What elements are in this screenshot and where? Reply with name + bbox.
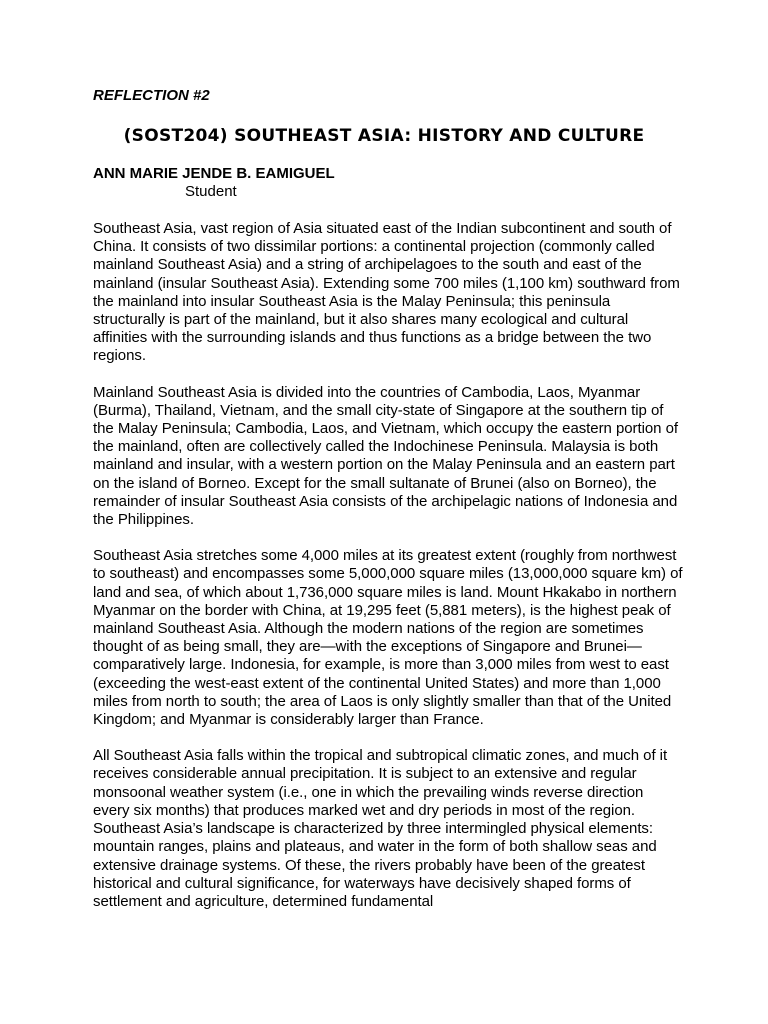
body-paragraph: Southeast Asia stretches some 4,000 miles at its greatest extent (roughly from northwest to southeast) and encompasses some 5,000,000 square miles (13,000,000 square km) of land and sea, of which about 1,736,000 square miles is land. Mount Hkakabo in northern Myanmar on the border with China, at 19,295 feet (5,881 meters), is the highest peak of mainland Southeast Asia. Although the modern nations of the region are sometimes thought of as being small, they are—with the exceptions of Singapore and Brunei—comparatively large. Indonesia, for example, is more than 3,000 miles from west to east (exceeding the west-east extent of the continental United States) and more than 1,000 miles from north to south; the area of Laos is only slightly smaller than that of the United Kingdom; and Myanmar is considerably larger than France. — [93, 547, 683, 729]
author-role: Student — [185, 183, 237, 200]
reflection-label: REFLECTION #2 — [93, 87, 210, 104]
document-title: (SOST204) SOUTHEAST ASIA: HISTORY AND CULTURE — [123, 126, 645, 146]
document-body — [93, 220, 683, 911]
body-paragraph: Mainland Southeast Asia is divided into the countries of Cambodia, Laos, Myanmar (Burma), Thailand, Vietnam, and the small city-state of Singapore at the southern tip of the Malay Peninsula; Cambodia, Laos, and Vietnam, which occupy the eastern portion of the mainland, often are collectively called the Indochinese Peninsula. Malaysia is both mainland and insular, with a western portion on the Malay Peninsula and an eastern part on the island of Borneo. Except for the small sultanate of Brunei (also on Borneo), the remainder of insular Southeast Asia consists of the archipelagic nations of Indonesia and the Philippines. — [93, 383, 678, 529]
body-paragraph: Southeast Asia, vast region of Asia situated east of the Indian subcontinent and south of China. It consists of two dissimilar portions: a continental projection (commonly called mainland Southeast Asia) and a string of archipelagoes to the south and east of the mainland (insular Southeast Asia). Extending some 700 miles (1,100 km) southward from the mainland into insular Southeast Asia is the Malay Peninsula; this peninsula structurally is part of the mainland, but it also shares many ecological and cultural affinities with the surrounding islands and thus functions as a bridge between the two regions. — [93, 220, 680, 365]
document-page — [93, 86, 683, 929]
body-paragraph: All Southeast Asia falls within the tropical and subtropical climatic zones, and much of it receives considerable annual precipitation. It is subject to an extensive and regular monsoonal weather system (i.e., one in which the prevailing winds reverse direction every six months) that produces marked wet and dry periods in most of the region. Southeast Asia’s landscape is characterized by three intermingled physical elements: mountain ranges, plains and plateaus, and water in the form of both shallow seas and extensive drainage systems. Of these, the rivers probably have been of the greatest historical and cultural significance, for waterways have decisively shaped forms of settlement and agriculture, determined fundamental — [93, 747, 668, 910]
author-name: ANN MARIE JENDE B. EAMIGUEL — [93, 165, 335, 182]
